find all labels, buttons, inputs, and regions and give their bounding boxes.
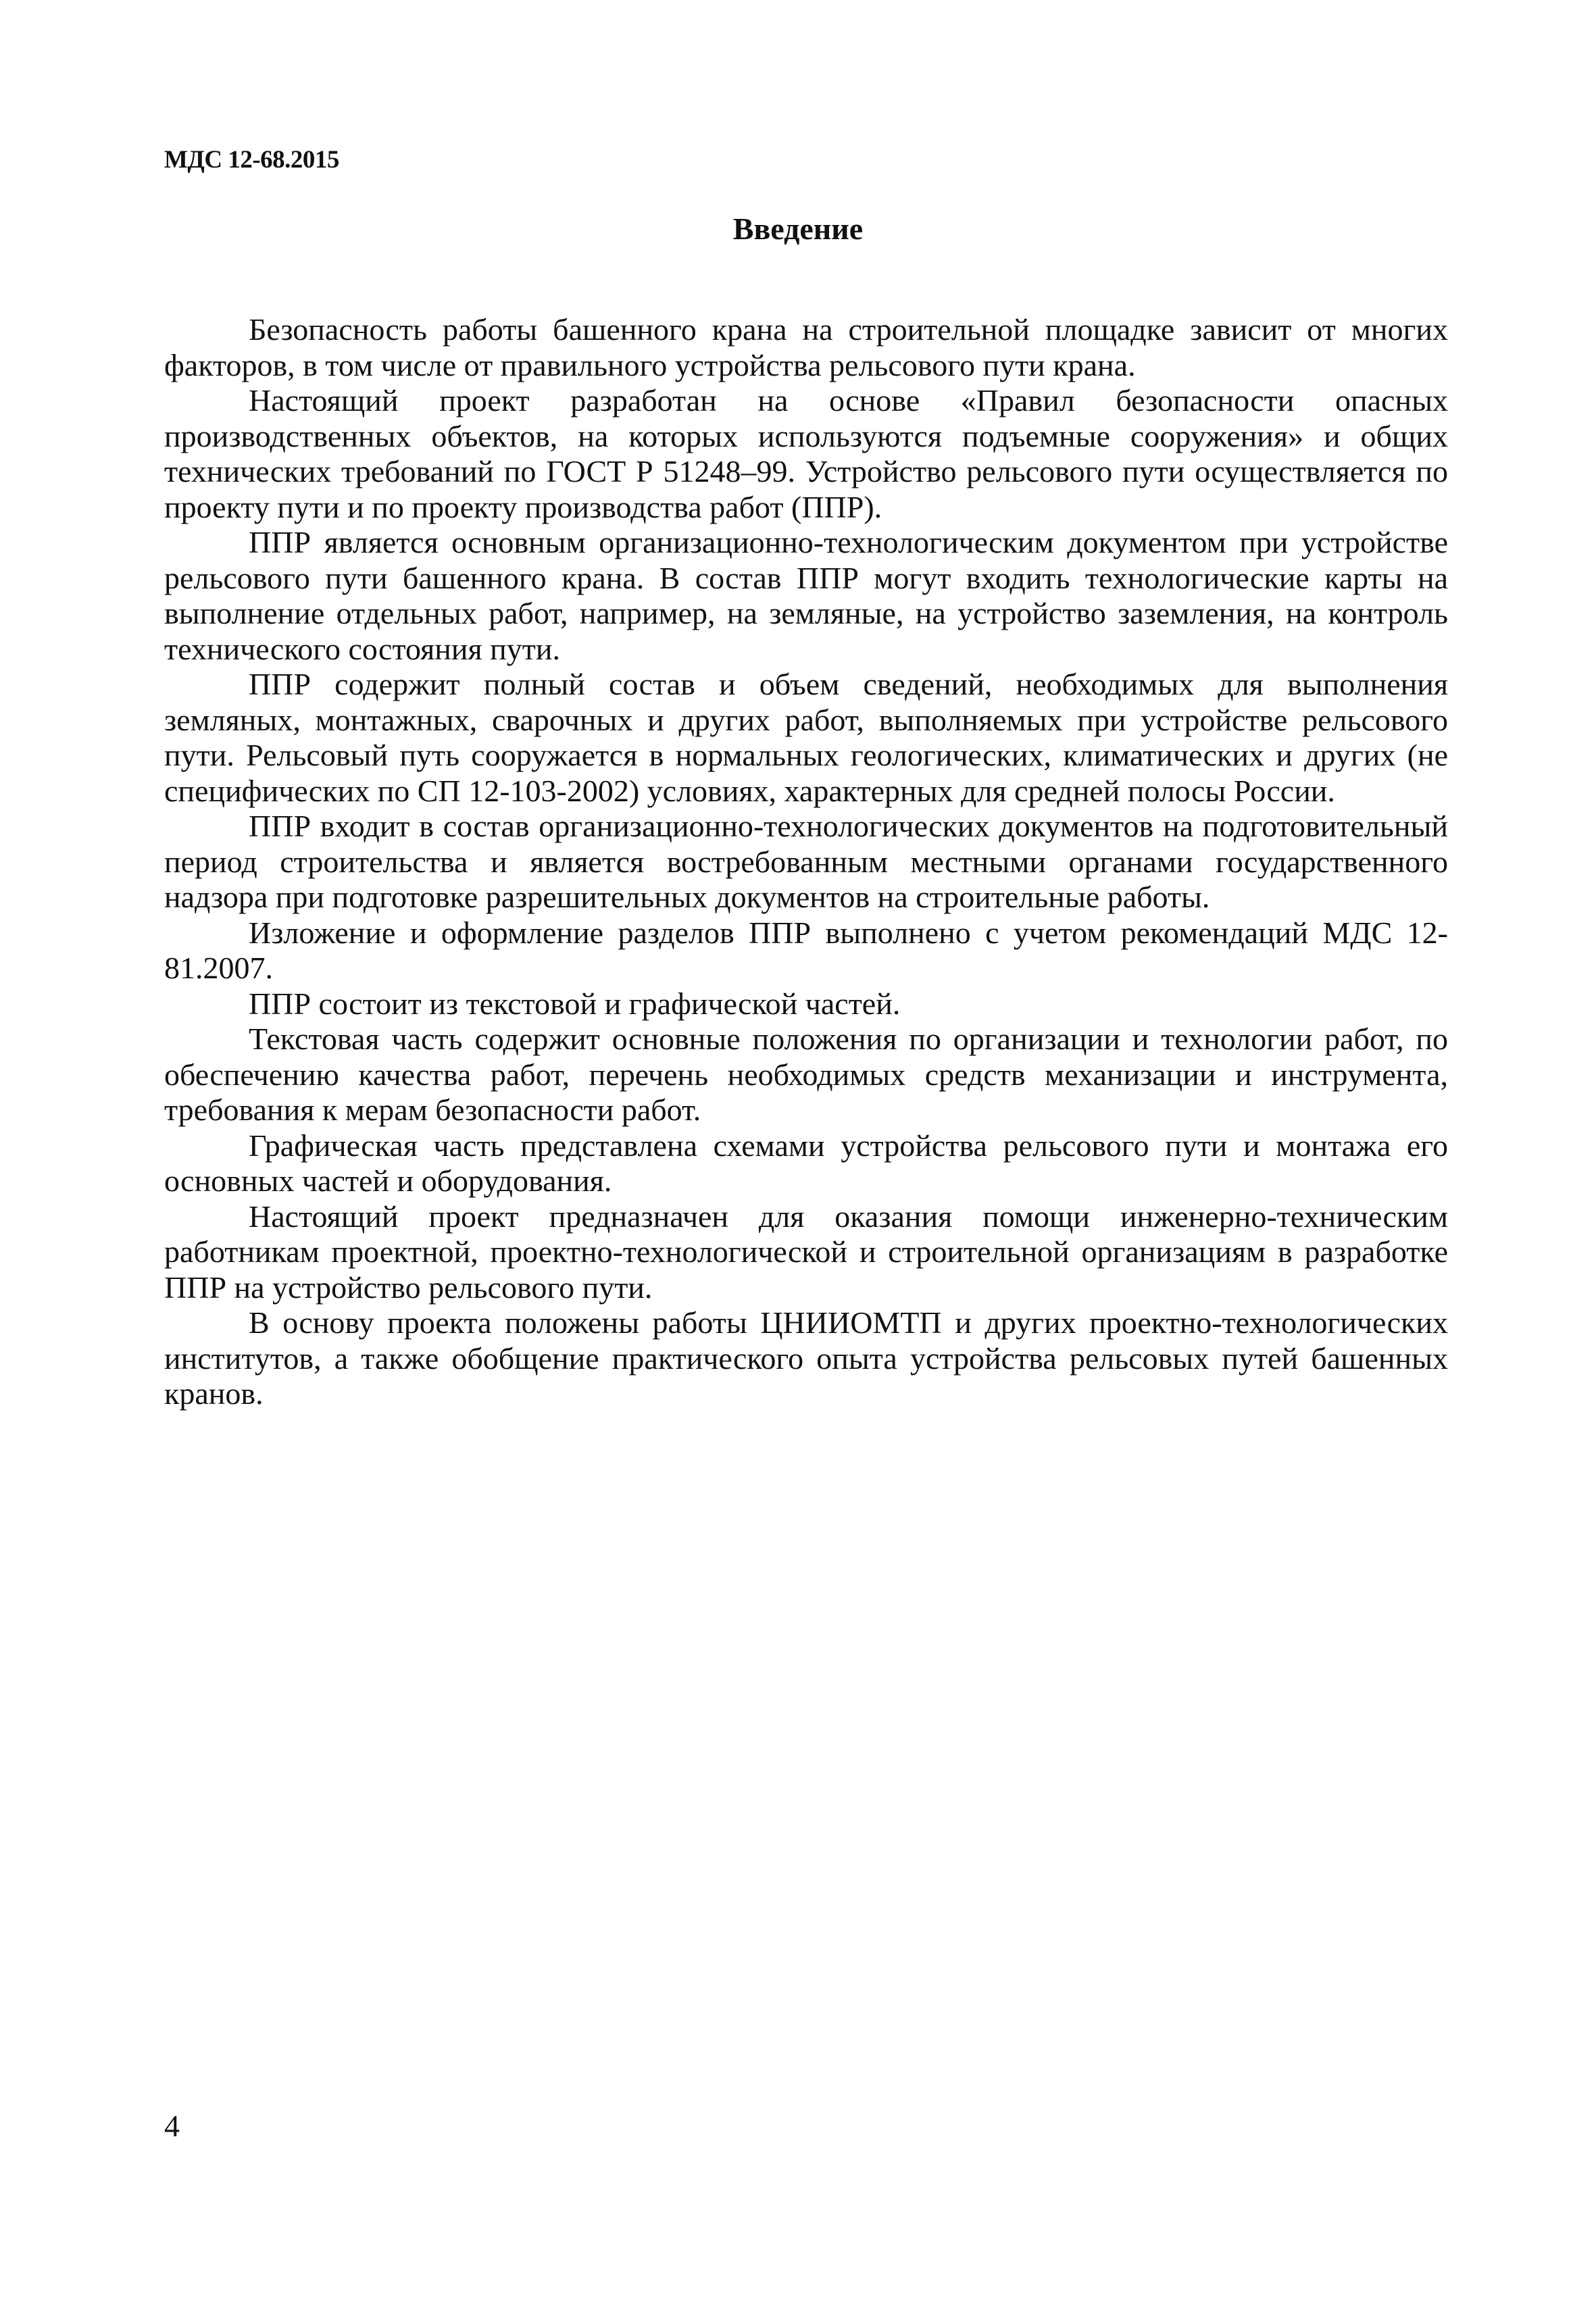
paragraph: Настоящий проект предназначен для оказания помощи инженерно-техническим работникам проектной, проектно-технологической и строительной организациям в разработке ППР на устройство рельсового пути. xyxy=(164,1199,1448,1305)
section-title: Введение xyxy=(732,211,864,246)
paragraph: Текстовая часть содержит основные положения по организации и технологии работ, по обеспечению качества работ, перечень необходимых средств механизации и инструмента, требования к мерам безопасности работ. xyxy=(164,1022,1448,1127)
paragraph: ППР является основным организационно-технологическим документом при устройстве рельсового пути башенного крана. В состав ППР могут входить технологические карты на выполнение отдельных работ, например, на земляные, на устройство заземления, на контроль технического состояния пути. xyxy=(164,525,1448,666)
paragraph: ППР входит в состав организационно-технологических документов на подготовительный период строительства и является востребованным местными органами государственного надзора при подготовке разрешительных документов на строительные работы. xyxy=(164,809,1448,914)
paragraph: Безопасность работы башенного крана на строительной площадке зависит от многих факторов, в том числе от правильного устройства рельсового пути крана. xyxy=(164,312,1448,382)
paragraph: Графическая часть представлена схемами устройства рельсового пути и монтажа его основных частей и оборудования. xyxy=(164,1128,1448,1198)
paragraph: ППР содержит полный состав и объем сведений, необходимых для выполнения земляных, монтажных, сварочных и других работ, выполняемых при устройстве рельсового пути. Рельсовый путь сооружается в нормальных геологических, климатических и других (не специфических по СП 12-103-2002) условиях, характерных для средней полосы России. xyxy=(164,667,1448,808)
paragraph: Настоящий проект разработан на основе «Правил безопасности опасных производственных объектов, на которых используются подъемные сооружения» и общих технических требований по ГОСТ Р 51248–99. Устройство рельсового пути осуществляется по проекту пути и по проекту производства работ (ППР). xyxy=(164,383,1448,524)
paragraph: ППР состоит из текстовой и графической частей. xyxy=(249,986,901,1021)
document-code: МДС 12-68.2015 xyxy=(164,146,339,174)
paragraph: Изложение и оформление разделов ППР выполнено с учетом рекомендаций МДС 12-81.2007. xyxy=(164,915,1448,985)
body-text xyxy=(164,312,1448,1412)
page-number: 4 xyxy=(164,2109,180,2143)
paragraph: В основу проекта положены работы ЦНИИОМТП и других проектно-технологических институтов, а также обобщение практического опыта устройства рельсовых путей башенных кранов. xyxy=(164,1305,1448,1411)
